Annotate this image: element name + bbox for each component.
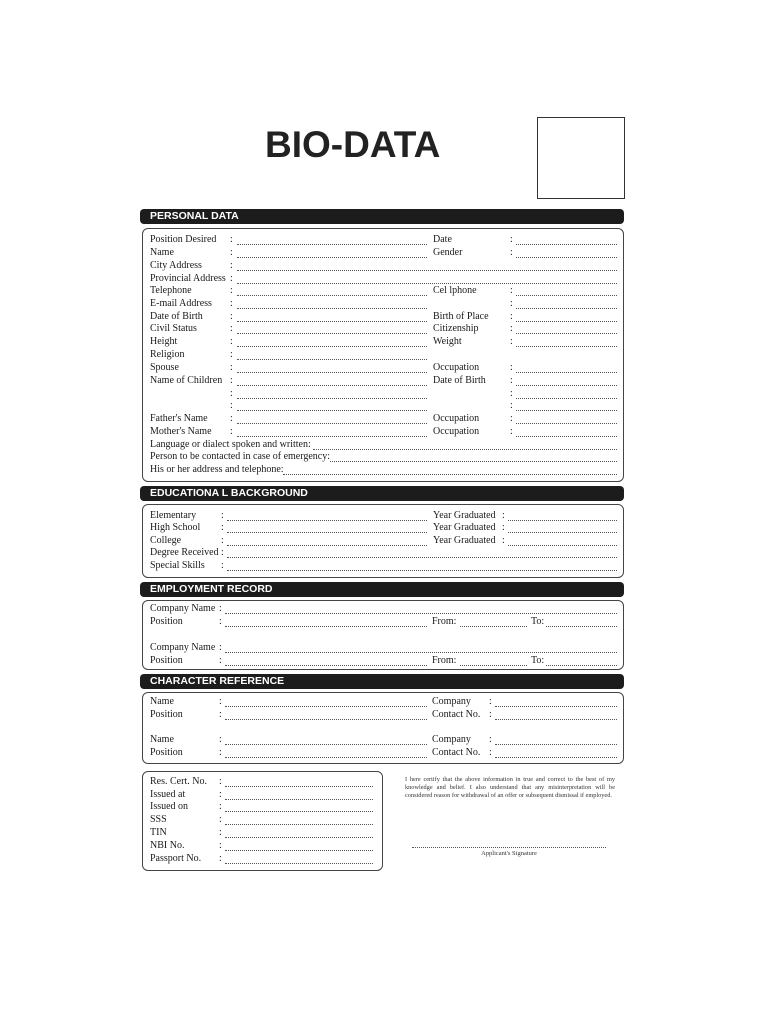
reference-header: CHARACTER REFERENCE <box>140 674 624 689</box>
label-citizenship: Citizenship <box>433 323 479 334</box>
mother-occupation-field[interactable] <box>516 436 617 437</box>
colon: : <box>230 362 233 373</box>
label-father-occupation: Occupation <box>433 413 480 424</box>
emergency-contact-field[interactable] <box>330 461 617 462</box>
label-degree: Degree Received <box>150 547 219 558</box>
year-graduated-field[interactable] <box>508 532 617 533</box>
label-address-phone: His or her address and telephone: <box>150 464 284 475</box>
birth-place-field[interactable] <box>516 321 617 322</box>
colon: : <box>219 747 222 758</box>
provincial-address-field[interactable] <box>237 283 617 284</box>
ref-contact-field[interactable] <box>495 757 617 758</box>
education-header: EDUCATIONA L BACKGROUND <box>140 486 624 501</box>
label-ref-company: Company <box>432 696 471 707</box>
colon: : <box>510 311 513 322</box>
colon: : <box>510 285 513 296</box>
colon: : <box>489 734 492 745</box>
colon: : <box>221 522 224 533</box>
label-name: Name <box>150 247 174 258</box>
gender-field[interactable] <box>516 257 617 258</box>
ref-position-field[interactable] <box>225 719 427 720</box>
colon: : <box>219 696 222 707</box>
label-position: Position <box>150 616 183 627</box>
from-field[interactable] <box>460 626 527 627</box>
skills-field[interactable] <box>227 570 617 571</box>
colon: : <box>219 801 222 812</box>
colon: : <box>221 560 224 571</box>
colon: : <box>230 375 233 386</box>
spouse-field[interactable] <box>237 372 427 373</box>
nbi-field[interactable] <box>225 850 373 851</box>
label-father: Father's Name <box>150 413 208 424</box>
colon: : <box>219 814 222 825</box>
label-weight: Weight <box>433 336 462 347</box>
ref-name-field[interactable] <box>225 744 427 745</box>
civil-status-field[interactable] <box>237 333 427 334</box>
label-company-name: Company Name <box>150 603 216 614</box>
label-emergency: Person to be contacted in case of emergency: <box>150 451 331 462</box>
colon: : <box>510 323 513 334</box>
colon: : <box>230 247 233 258</box>
label-year-graduated: Year Graduated <box>433 522 496 533</box>
label-passport: Passport No. <box>150 853 202 864</box>
children-field[interactable] <box>237 410 427 411</box>
signature-label: Applicant's Signature <box>481 850 537 857</box>
from-field[interactable] <box>460 665 527 666</box>
label-company-name: Company Name <box>150 642 216 653</box>
to-field[interactable] <box>546 665 617 666</box>
position-desired-field[interactable] <box>237 244 427 245</box>
label-sss: SSS <box>150 814 167 825</box>
religion-field[interactable] <box>237 359 427 360</box>
education-panel <box>142 504 624 578</box>
colon: : <box>230 234 233 245</box>
label-college: College <box>150 535 182 546</box>
reference-panel <box>142 692 624 764</box>
high-school-field[interactable] <box>227 532 427 533</box>
label-ref-company: Company <box>432 734 471 745</box>
personal-data-header: PERSONAL DATA <box>140 209 624 224</box>
colon: : <box>510 413 513 424</box>
label-date: Date <box>433 234 452 245</box>
colon: : <box>221 535 224 546</box>
colon: : <box>502 510 505 521</box>
label-email: E-mail Address <box>150 298 212 309</box>
colon: : <box>510 247 513 258</box>
college-field[interactable] <box>227 545 427 546</box>
label-religion: Religion <box>150 349 185 360</box>
colon: : <box>230 426 233 437</box>
label-ref-name: Name <box>150 734 174 745</box>
colon: : <box>221 510 224 521</box>
photo-box[interactable] <box>537 117 625 199</box>
label-gender: Gender <box>433 247 463 258</box>
language-field[interactable] <box>313 449 617 450</box>
label-spouse: Spouse <box>150 362 179 373</box>
colon: : <box>510 298 513 309</box>
label-civil-status: Civil Status <box>150 323 197 334</box>
colon: : <box>230 400 233 411</box>
weight-field[interactable] <box>516 346 617 347</box>
colon: : <box>510 375 513 386</box>
colon: : <box>510 336 513 347</box>
page-title: BIO-DATA <box>265 124 441 165</box>
issued-at-field[interactable] <box>225 799 373 800</box>
year-graduated-field[interactable] <box>508 545 617 546</box>
employment-header: EMPLOYMENT RECORD <box>140 582 624 597</box>
colon: : <box>510 400 513 411</box>
label-telephone: Telephone <box>150 285 192 296</box>
label-children: Name of Children <box>150 375 223 386</box>
colon: : <box>230 285 233 296</box>
label-city-address: City Address <box>150 260 202 271</box>
date-field[interactable] <box>516 244 617 245</box>
telephone-field[interactable] <box>237 295 427 296</box>
ref-position-field[interactable] <box>225 757 427 758</box>
label-issued-at: Issued at <box>150 789 186 800</box>
colon: : <box>510 234 513 245</box>
colon: : <box>230 413 233 424</box>
label-position: Position <box>150 655 183 666</box>
colon: : <box>219 776 222 787</box>
company-name-field[interactable] <box>225 613 617 614</box>
father-field[interactable] <box>237 423 427 424</box>
year-graduated-field[interactable] <box>508 520 617 521</box>
colon: : <box>219 709 222 720</box>
colon: : <box>510 388 513 399</box>
ref-contact-field[interactable] <box>495 719 617 720</box>
company-name-field[interactable] <box>225 652 617 653</box>
label-ref-contact: Contact No. <box>432 747 481 758</box>
height-field[interactable] <box>237 346 427 347</box>
elementary-field[interactable] <box>227 520 427 521</box>
position-field[interactable] <box>225 626 427 627</box>
signature-field[interactable] <box>412 847 606 848</box>
label-skills: Special Skills <box>150 560 205 571</box>
colon: : <box>230 298 233 309</box>
cellphone-field-2[interactable] <box>516 308 617 309</box>
colon: : <box>502 535 505 546</box>
label-position-desired: Position Desired <box>150 234 217 245</box>
label-year-graduated: Year Graduated <box>433 535 496 546</box>
colon: : <box>221 547 224 558</box>
label-mother: Mother's Name <box>150 426 212 437</box>
label-elementary: Elementary <box>150 510 197 521</box>
label-ref-position: Position <box>150 747 183 758</box>
certification-text: I here certify that the above information in true and correct to the best of my knowledge and belief. I also understand that any misinterpretation will be considered reason for withdrawal of an offer or subsequent dismissal if employed. <box>405 776 615 799</box>
colon: : <box>230 311 233 322</box>
colon: : <box>219 655 222 666</box>
colon: : <box>230 260 233 271</box>
colon: : <box>230 349 233 360</box>
colon: : <box>502 522 505 533</box>
colon: : <box>219 827 222 838</box>
children-field[interactable] <box>237 385 427 386</box>
ref-company-field[interactable] <box>495 706 617 707</box>
res-cert-field[interactable] <box>225 786 373 787</box>
label-tin: TIN <box>150 827 167 838</box>
cellphone-field[interactable] <box>516 295 617 296</box>
colon: : <box>510 362 513 373</box>
label-cellphone: Cel lphone <box>433 285 477 296</box>
label-issued-on: Issued on <box>150 801 189 812</box>
colon: : <box>489 696 492 707</box>
label-to: To: <box>531 616 545 627</box>
colon: : <box>219 789 222 800</box>
emergency-address-field[interactable] <box>283 474 617 475</box>
children-dob-field[interactable] <box>516 385 617 386</box>
city-address-field[interactable] <box>237 270 617 271</box>
colon: : <box>230 323 233 334</box>
label-height: Height <box>150 336 178 347</box>
name-field[interactable] <box>237 257 427 258</box>
colon: : <box>219 603 222 614</box>
label-language: Language or dialect spoken and written: <box>150 439 311 450</box>
label-from: From: <box>432 655 457 666</box>
ref-company-field[interactable] <box>495 744 617 745</box>
passport-field[interactable] <box>225 863 373 864</box>
colon: : <box>219 642 222 653</box>
label-res-cert: Res. Cert. No. <box>150 776 207 787</box>
citizenship-field[interactable] <box>516 333 617 334</box>
label-dob: Date of Birth <box>150 311 203 322</box>
colon: : <box>219 840 222 851</box>
children-field[interactable] <box>237 398 427 399</box>
label-year-graduated: Year Graduated <box>433 510 496 521</box>
children-dob-field[interactable] <box>516 398 617 399</box>
label-high-school: High School <box>150 522 201 533</box>
label-ref-name: Name <box>150 696 174 707</box>
colon: : <box>230 273 233 284</box>
colon: : <box>230 388 233 399</box>
email-field[interactable] <box>237 308 427 309</box>
label-mother-occupation: Occupation <box>433 426 480 437</box>
dob-field[interactable] <box>237 321 427 322</box>
father-occupation-field[interactable] <box>516 423 617 424</box>
colon: : <box>489 709 492 720</box>
children-dob-field[interactable] <box>516 410 617 411</box>
label-from: From: <box>432 616 457 627</box>
label-provincial-address: Provincial Address <box>150 273 226 284</box>
spouse-occupation-field[interactable] <box>516 372 617 373</box>
label-ref-position: Position <box>150 709 183 720</box>
label-to: To: <box>531 655 545 666</box>
ref-name-field[interactable] <box>225 706 427 707</box>
colon: : <box>230 336 233 347</box>
colon: : <box>219 616 222 627</box>
label-nbi: NBI No. <box>150 840 185 851</box>
label-children-dob: Date of Birth <box>433 375 486 386</box>
colon: : <box>489 747 492 758</box>
label-spouse-occupation: Occupation <box>433 362 480 373</box>
issued-on-field[interactable] <box>225 811 373 812</box>
position-field[interactable] <box>225 665 427 666</box>
colon: : <box>510 426 513 437</box>
mother-field[interactable] <box>237 436 427 437</box>
tin-field[interactable] <box>225 837 373 838</box>
sss-field[interactable] <box>225 824 373 825</box>
degree-field[interactable] <box>227 557 617 558</box>
colon: : <box>219 734 222 745</box>
colon: : <box>219 853 222 864</box>
label-birth-place: Birth of Place <box>433 311 489 322</box>
label-ref-contact: Contact No. <box>432 709 481 720</box>
to-field[interactable] <box>546 626 617 627</box>
